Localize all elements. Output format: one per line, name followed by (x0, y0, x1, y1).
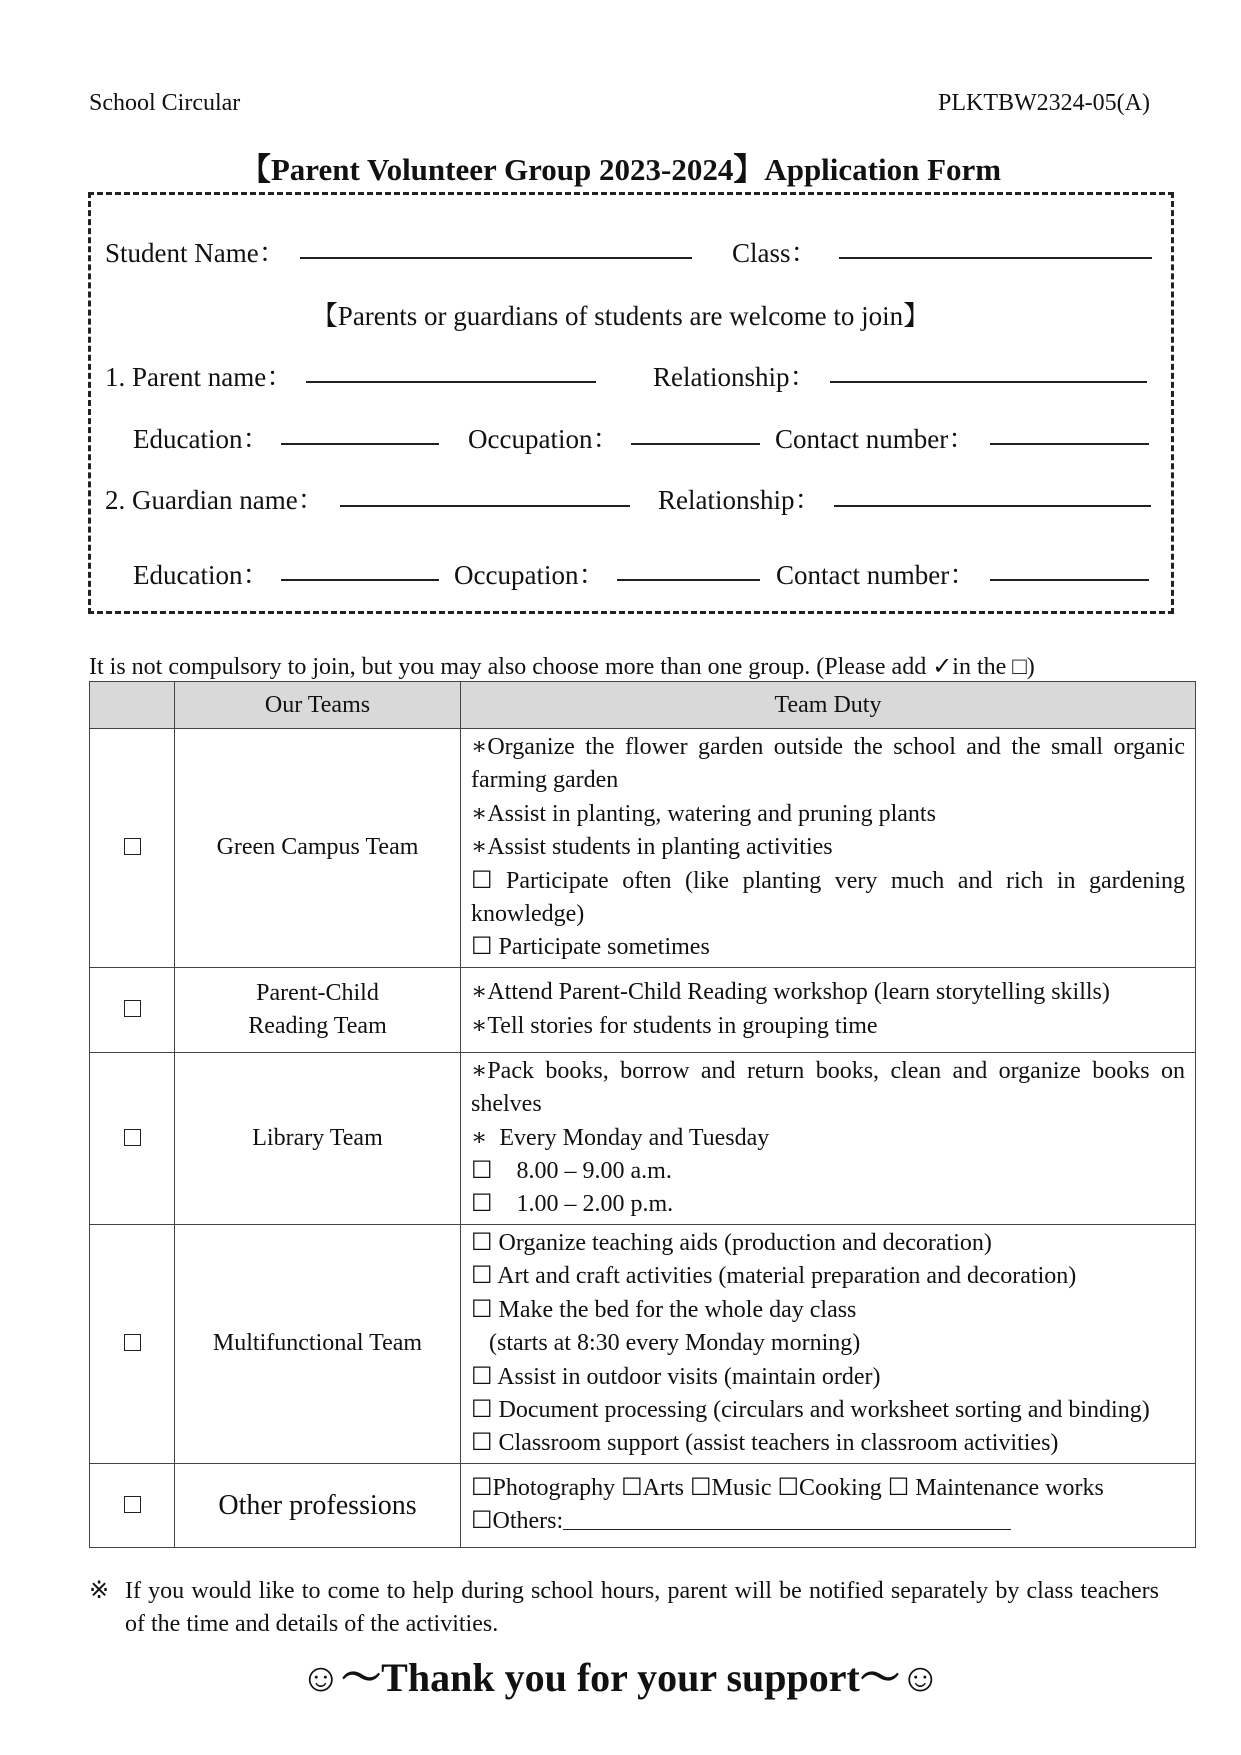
make-bed-option[interactable]: ☐ Make the bed for the whole day class (471, 1296, 857, 1323)
team-name (175, 967, 461, 1052)
table-row (90, 967, 1196, 1052)
library-team-checkbox[interactable] (124, 1129, 141, 1146)
teaching-aids-option[interactable]: ☐ Organize teaching aids (production and decoration) (471, 1229, 992, 1256)
parent-contact-label: Contact number： (775, 424, 976, 454)
guardian-name-label: 2. Guardian name： (105, 485, 325, 515)
multifunctional-team-checkbox[interactable] (124, 1334, 141, 1351)
duty-line: ∗Assist in planting, watering and pruning plants (471, 800, 936, 827)
guardian-name-field[interactable] (340, 505, 630, 507)
header-select (90, 682, 175, 729)
green-campus-checkbox[interactable] (124, 838, 141, 855)
team-duty (461, 1224, 1196, 1463)
duty-line: ∗Tell stories for students in grouping time (471, 1012, 878, 1039)
team-name-line: Parent-Child (256, 979, 379, 1006)
parent-name-field[interactable] (306, 381, 596, 383)
duty-line: ∗Organize the flower garden outside the school and the small organic farming garden (471, 734, 1185, 794)
circular-label: School Circular (89, 90, 241, 116)
parent-occupation-field[interactable] (631, 443, 760, 445)
parent-relationship-field[interactable] (830, 381, 1147, 383)
parent-name-label: 1. Parent name： (105, 362, 294, 392)
guardian-education-field[interactable] (281, 579, 439, 581)
team-duty (461, 1052, 1196, 1224)
participate-often-option[interactable]: ☐ Participate often (like planting very much and rich in gardening knowledge) (471, 867, 1185, 928)
team-name: Other professions (175, 1463, 461, 1547)
table-row (90, 1224, 1196, 1463)
team-name-line: Reading Team (248, 1012, 387, 1039)
header-team-duty: Team Duty (461, 682, 1196, 729)
footnote-text: If you would like to come to help during school hours, parent will be notified separately by class teachers of the time and details of the activities. (125, 1578, 1159, 1637)
parent-contact-field[interactable] (990, 443, 1149, 445)
duty-line: ∗ Every Monday and Tuesday (471, 1124, 770, 1151)
guardian-occupation-field[interactable] (617, 579, 760, 581)
welcome-text: 【Parents or guardians of students are welcome to join】 (310, 301, 931, 331)
team-duty (461, 967, 1196, 1052)
footnote (89, 1575, 1159, 1641)
team-duty (461, 729, 1196, 968)
guardian-contact-label: Contact number： (776, 560, 977, 590)
team-name: Green Campus Team (175, 729, 461, 968)
parent-occupation-label: Occupation： (468, 424, 620, 454)
duty-line: ∗Attend Parent-Child Reading workshop (learn storytelling skills) (471, 979, 1110, 1006)
header-our-teams: Our Teams (175, 682, 461, 729)
participate-sometimes-option[interactable]: ☐ Participate sometimes (471, 934, 710, 961)
team-name: Library Team (175, 1052, 461, 1224)
table-row (90, 1052, 1196, 1224)
other-professions-checkbox[interactable] (124, 1496, 141, 1513)
profession-options[interactable]: ☐Photography ☐Arts ☐Music ☐Cooking ☐ Maintenance works (471, 1474, 1104, 1501)
guardian-education-label: Education： (133, 560, 270, 590)
team-duty (461, 1463, 1196, 1547)
document-processing-option[interactable]: ☐ Document processing (circulars and worksheet sorting and binding) (471, 1396, 1150, 1423)
others-option (471, 1505, 1185, 1538)
time-slot-morning-option[interactable]: ☐ 8.00 – 9.00 a.m. (471, 1158, 672, 1185)
table-row (90, 729, 1196, 968)
parent-relationship-label: Relationship： (653, 362, 817, 392)
form-title: 【Parent Volunteer Group 2023-2024】Application Form (239, 152, 1002, 187)
duty-line: ∗Pack books, borrow and return books, clean and organize books on shelves (471, 1057, 1185, 1118)
parent-education-label: Education： (133, 424, 270, 454)
guardian-occupation-label: Occupation： (454, 560, 606, 590)
reference-mark: ※ (89, 1578, 110, 1604)
class-field[interactable] (839, 257, 1152, 259)
time-slot-afternoon-option[interactable]: ☐ 1.00 – 2.00 p.m. (471, 1191, 674, 1218)
outdoor-visits-option[interactable]: ☐ Assist in outdoor visits (maintain order) (471, 1363, 881, 1390)
team-name: Multifunctional Team (175, 1224, 461, 1463)
selection-instruction: It is not compulsory to join, but you may also choose more than one group. (Please add ✓in the □) (89, 654, 1035, 680)
duty-line: ∗Assist students in planting activities (471, 834, 833, 861)
table-header-row (90, 682, 1196, 729)
student-name-label: Student Name： (105, 238, 286, 268)
teams-table (89, 681, 1196, 1548)
guardian-relationship-field[interactable] (834, 505, 1151, 507)
art-craft-option[interactable]: ☐ Art and craft activities (material preparation and decoration) (471, 1263, 1077, 1290)
reading-team-checkbox[interactable] (124, 1000, 141, 1017)
circular-code: PLKTBW2324-05(A) (938, 90, 1150, 116)
table-row (90, 1463, 1196, 1547)
duty-line: (starts at 8:30 every Monday morning) (471, 1330, 861, 1357)
parent-education-field[interactable] (281, 443, 439, 445)
others-label[interactable]: ☐Others: (471, 1508, 564, 1535)
guardian-contact-field[interactable] (990, 579, 1149, 581)
thank-you-message: ☺～Thank you for your support～☺ (300, 1655, 941, 1700)
class-label: Class： (732, 238, 818, 268)
others-field[interactable] (563, 1507, 1011, 1530)
guardian-relationship-label: Relationship： (658, 485, 822, 515)
student-name-field[interactable] (300, 257, 692, 259)
classroom-support-option[interactable]: ☐ Classroom support (assist teachers in classroom activities) (471, 1430, 1059, 1457)
